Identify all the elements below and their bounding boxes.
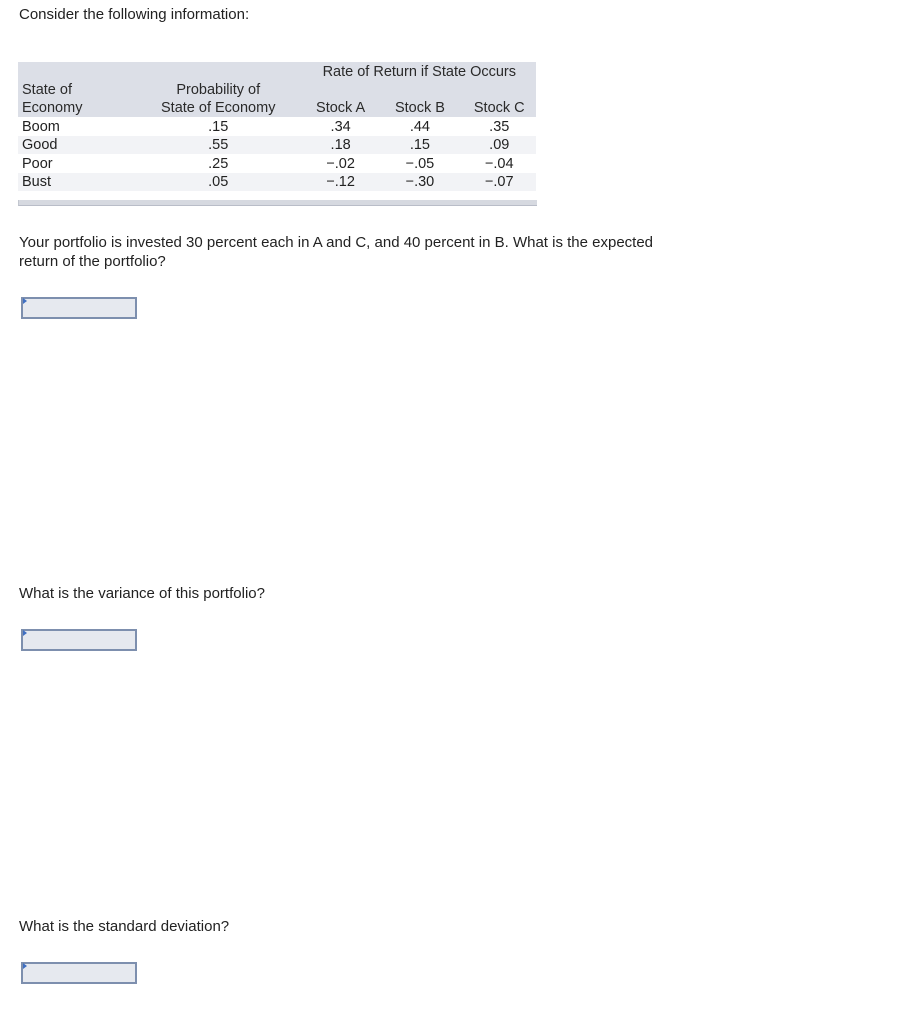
probability-cell: .55 [208,137,229,153]
state-cell: Good [22,137,58,153]
stock-a-cell: −.02 [326,155,355,172]
input-marker-icon [23,630,27,636]
stock-a-cell: −.12 [326,174,355,190]
state-cell: Boom [22,118,60,135]
stock-a-cell: .18 [330,137,351,153]
stock-b-header: Stock B [394,100,445,116]
stock-c-cell: −.07 [484,174,514,190]
table-row [18,154,536,173]
expected-return-answer-input[interactable] [21,297,137,319]
rate-of-return-header: Rate of Return if State Occurs [322,64,516,80]
stock-a-header: Stock A [316,100,366,116]
probability-header-line2: State of Economy [161,100,276,116]
input-marker-icon [23,298,27,304]
stock-b-cell: −.30 [405,174,435,190]
state-header-line2: Economy [22,100,83,116]
table-header-row [18,81,536,99]
state-header-line1: State of [22,82,72,98]
input-marker-icon [23,963,27,969]
returns-table [18,62,536,191]
table-row [18,173,536,192]
table-row [18,117,536,136]
state-cell: Bust [22,174,52,190]
probability-cell: .15 [208,118,229,135]
stock-a-cell: .34 [330,118,351,135]
probability-cell: .25 [208,155,229,172]
variance-answer-input[interactable] [21,629,137,651]
probability-header-line1: Probability of [176,82,261,98]
table-header-row [18,99,536,117]
question-standard-deviation: What is the standard deviation? [19,918,230,935]
standard-deviation-answer-input[interactable] [21,962,137,984]
state-cell: Poor [22,155,53,172]
stock-c-header: Stock C [473,100,525,116]
question-expected-return: Your portfolio is invested 30 percent each in A and C, and 40 percent in B. What is the expected return of the portfolio? [19,234,654,270]
stock-b-cell: .15 [409,137,431,153]
stock-b-cell: .44 [409,118,431,135]
table-bottom-rule [18,200,537,206]
table-header-row [18,62,536,81]
stock-c-cell: .35 [489,118,510,135]
table-row [18,136,536,155]
probability-cell: .05 [208,174,229,190]
stock-b-cell: −.05 [405,155,435,172]
stock-c-cell: .09 [489,137,510,153]
stock-c-cell: −.04 [484,155,514,172]
intro-text: Consider the following information: [19,6,250,23]
question-variance: What is the variance of this portfolio? [19,585,265,602]
